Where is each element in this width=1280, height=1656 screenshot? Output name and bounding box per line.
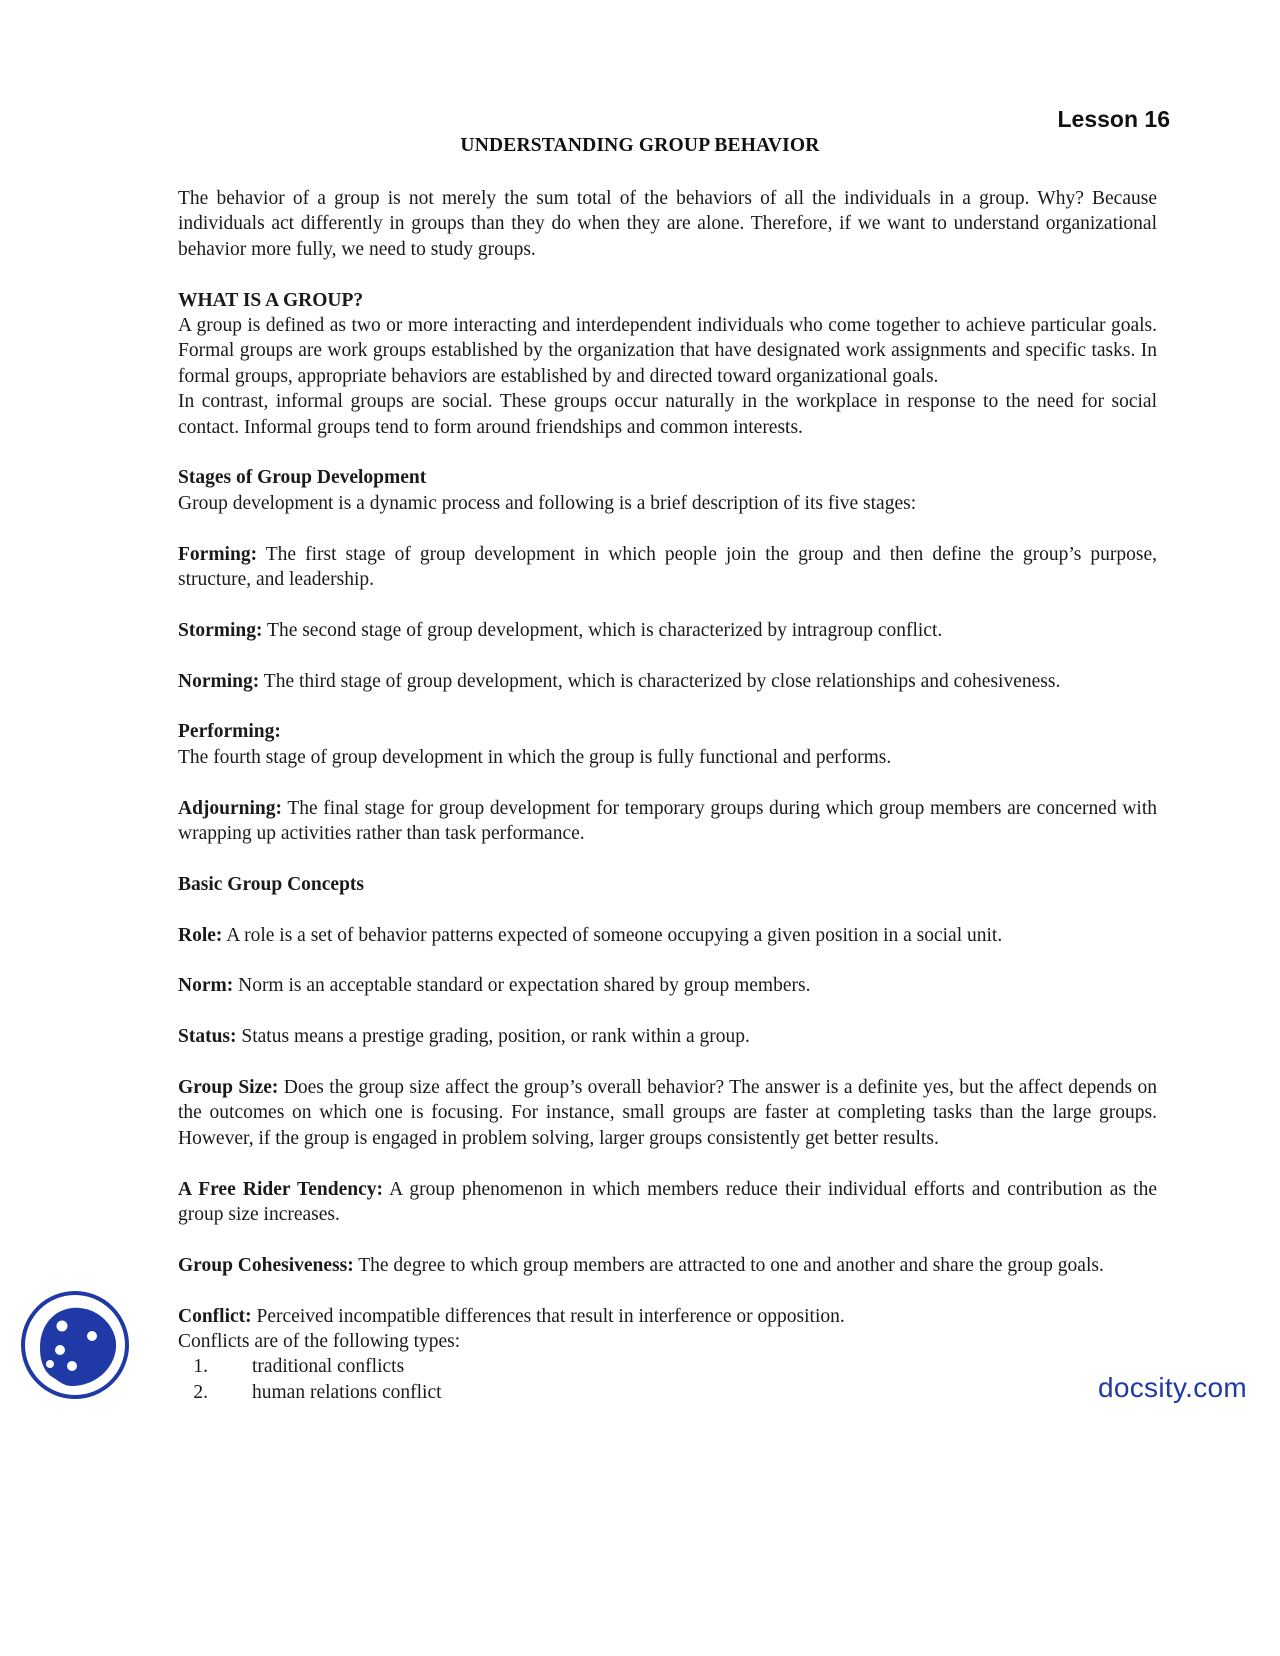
- stages-intro: Group development is a dynamic process and following is a brief description of its five stages:: [178, 492, 917, 514]
- list-item-number: 2.: [193, 1381, 208, 1403]
- list-item-text: traditional conflicts: [252, 1356, 405, 1378]
- term-adjourning: Adjourning:: [178, 797, 283, 819]
- def-norming: The third stage of group development, which is characterized by close relationships and cohesiveness.: [263, 670, 1061, 692]
- informal-groups-paragraph: In contrast, informal groups are social. These groups occur naturally in the workplace in response to the need for social contact. Informal groups tend to form around friendships and common interests.: [178, 391, 1157, 438]
- def-cohesiveness: The degree to which group members are attracted to one and another and share the group goals.: [358, 1254, 1104, 1276]
- concept-group-size: [178, 1075, 1157, 1151]
- term-storming: Storming:: [178, 619, 263, 641]
- section-heading-stages: Stages of Group Development: [178, 467, 427, 489]
- def-status: Status means a prestige grading, position, or rank within a group.: [241, 1026, 750, 1048]
- term-forming: Forming:: [178, 543, 258, 565]
- def-role: A role is a set of behavior patterns expected of someone occupying a given position in a social unit.: [226, 924, 1003, 946]
- stage-storming: [178, 618, 1157, 643]
- def-storming: The second stage of group development, which is characterized by intragroup conflict.: [267, 619, 943, 641]
- section-heading-concepts: Basic Group Concepts: [178, 873, 364, 895]
- concept-status: [178, 1024, 1157, 1049]
- conflict-types-intro: Conflicts are of the following types:: [178, 1331, 461, 1353]
- term-conflict: Conflict:: [178, 1305, 252, 1327]
- docsity-logo-icon: [20, 1290, 130, 1400]
- group-definition-paragraph: A group is defined as two or more interacting and interdependent individuals who come together to achieve particular goals. Formal groups are work groups established by the organization that have designated work assignments and specific tasks. In formal groups, appropriate behaviors are established by and directed toward organizational goals.: [178, 315, 1157, 387]
- stage-forming: [178, 542, 1157, 593]
- concept-cohesiveness: [178, 1253, 1157, 1278]
- def-forming: The first stage of group development in which people join the group and then define the group’s purpose, structure, and leadership.: [178, 543, 1157, 591]
- stage-norming: [178, 669, 1157, 694]
- def-adjourning: The final stage for group development for temporary groups during which group members are concerned with wrapping up activities rather than task performance.: [178, 797, 1157, 845]
- list-item: [178, 1354, 1157, 1379]
- list-item-number: 1.: [193, 1356, 208, 1378]
- document-body: [178, 186, 1157, 1405]
- page-title: UNDERSTANDING GROUP BEHAVIOR: [460, 135, 820, 156]
- term-free-rider: A Free Rider Tendency:: [178, 1178, 384, 1200]
- def-group-size: Does the group size affect the group’s overall behavior? The answer is a definite yes, but the affect depends on the outcomes on which one is focusing. For instance, small groups are faster at completing tasks than the large groups. However, if the group is engaged in problem solving, larger groups consistently get better results.: [178, 1077, 1157, 1149]
- docsity-watermark[interactable]: docsity.com: [1098, 1372, 1248, 1403]
- term-cohesiveness: Group Cohesiveness:: [178, 1254, 354, 1276]
- concept-norm: [178, 973, 1157, 998]
- term-performing: Performing:: [178, 721, 281, 743]
- def-free-rider: A group phenomenon in which members reduce their individual efforts and contribution as the group size increases.: [178, 1178, 1157, 1226]
- term-norming: Norming:: [178, 670, 260, 692]
- def-performing: The fourth stage of group development in which the group is fully functional and performs.: [178, 746, 892, 768]
- term-norm: Norm:: [178, 975, 234, 997]
- lesson-number: Lesson 16: [1057, 106, 1170, 132]
- stage-adjourning: [178, 796, 1157, 847]
- list-item-text: human relations conflict: [252, 1381, 442, 1403]
- list-item: [178, 1380, 1157, 1405]
- intro-paragraph: The behavior of a group is not merely the sum total of the behaviors of all the individuals in a group. Why? Because individuals act differently in groups than they do when they are alone. Therefore, if we want to understand organizational behavior more fully, we need to study groups.: [178, 188, 1157, 260]
- term-group-size: Group Size:: [178, 1077, 279, 1099]
- concept-conflict: [178, 1304, 1157, 1329]
- concept-free-rider: [178, 1177, 1157, 1228]
- conflict-types-list: [178, 1354, 1157, 1405]
- def-norm: Norm is an acceptable standard or expectation shared by group members.: [238, 975, 811, 997]
- section-heading-what-is-group: WHAT IS A GROUP?: [178, 289, 364, 311]
- concept-role: [178, 923, 1157, 948]
- term-role: Role:: [178, 924, 223, 946]
- term-status: Status:: [178, 1026, 237, 1048]
- def-conflict: Perceived incompatible differences that result in interference or opposition.: [256, 1305, 845, 1327]
